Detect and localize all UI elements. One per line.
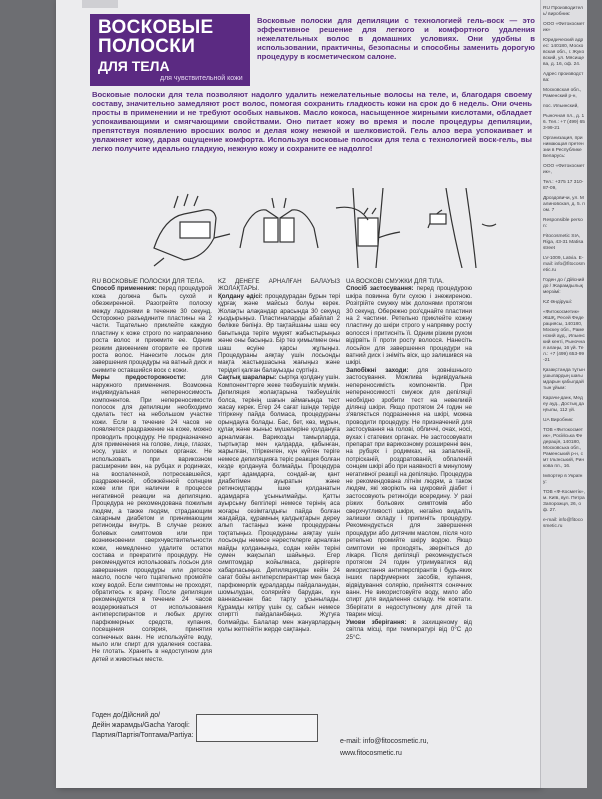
side-text-line: ООО «Фитокосметик» <box>543 22 585 33</box>
ua-title: UA ВОСКОВІ СМУЖКИ ДЛЯ ТІЛА. <box>346 278 444 285</box>
side-text-line: e-mail: info@fitocosmetic.ru <box>543 518 583 529</box>
warming-hands-illustration <box>144 188 234 268</box>
kz-usage-text: процедурадан бұрын тері құрғақ және майсыз болуы керек. Жолақты алақандар арасында 30 секунд қыздырыңыз. Пластиналарды абайлап 2 бөлікке бөліңіз. Әр тақтайшаны шаш өсу бағытында теріге мұқият жабыстырыңыз және оны басыңыз. Бір тез қимылмен оны шаш өсуіне қарсы жұлыңыз. Процедураны аяқтау үшін лосьонды мақта жастықшасына жағыңыз және терідегі қалған балауызды сүртіңіз. <box>218 292 340 374</box>
banner-line1: ВОСКОВЫЕ <box>98 17 214 38</box>
banner-line2: ПОЛОСКИ <box>98 36 196 57</box>
ua-usage-text: перед процедурою шкіра повинна бути сухою і знежиреною. Розігрійте смужку між долонями протягом 30 секунд. Обережно роз'єднайте пластини на 2 частини. Ретельно приклейте кожну пластину до шкіри строго у напрямку росту волосся і притисніть її. Одним різким рухом відірвіть її проти росту волосся. Нанесіть лосьйон для завершення процедури на ватний диск і зніміть віск, що залишився на шкірі. <box>346 285 472 367</box>
side-text-line: Імпортер в Україну: <box>543 474 583 485</box>
kz-title: KZ ДЕНЕГЕ АРНАЛҒАН БАЛАУЫЗ ЖОЛАҚТАРЫ. <box>218 278 340 293</box>
side-text-line: Годен до / Дійсний до / Жарамдылық мерзімі: <box>543 278 585 295</box>
title-banner <box>90 14 250 86</box>
ru-warning-heading: Меры предосторожности: <box>92 374 186 382</box>
expiry-label-2: Дейін жарамды/Gacha Yaroqli: <box>92 722 190 729</box>
side-text-line: Fitocosmetic SIA, Riga, 43-31 Matisa street <box>543 234 584 251</box>
side-text-line: Тел.: +375 17 310-87-09, <box>543 180 584 191</box>
top-flap <box>82 0 118 8</box>
side-text-line: Қазақстанда тұтынушылардың шағымдарын қабылдайтын ұйым: <box>543 368 585 391</box>
side-panel <box>540 0 587 788</box>
package-footer <box>92 712 532 772</box>
side-text-line: Рыночная пл., д. 16. Тел.: +7 (499) 653-99-21 <box>543 114 585 131</box>
website: www.fitocosmetic.ru <box>340 750 402 757</box>
side-text-line: RU Производитель/ виробник: <box>543 6 583 17</box>
ru-usage-text: перед процедурой кожа должна быть сухой и обезжиренной. Разогрейте полоску между ладонями в течение 30 секунд. Осторожно разъедините пластины на 2 части. Тщательно приклейте каждую пластину к коже строго по направлению роста волос и прижмите ее. Одним резким движением оторвите ее против роста волос. Нанесите лосьон для завершения процедуры на ватный диск и снимите оставшийся воск с кожи. <box>92 285 212 374</box>
ua-warning-heading: Запобіжні заходи: <box>346 366 409 374</box>
description-text: Восковые полоски для тела позволяют надолго удалить нежелательные волосы на теле, и, благодаря своему составу, значительно замедляют рост волос, помогая сохранить гладкость кожи на срок до 6 недель. Они очень просты в применении и не требуют особых навыков. Масло кокоса, насыщенное жирными кислотами, обладает успокаивающими и смягчающими свойствами. Оно питает кожу во время и после процедуры депиляции, препятствуя появлению вросших волос и делая кожу нежной и шелковистой. Гель алоэ вера успокаивает и увлажняет кожу, дарая ощущение комфорта. Используя восковые полоски для тела с технологией воск-гель, вы легко получите идеально гладкую, нежную кожу и сохраните ее надолго! <box>92 90 532 153</box>
applying-strip-illustration <box>328 188 418 268</box>
kz-warning-text: сыртқа қолдану үшін. Компоненттерге жеке төзбеушілік мүмкін. Депиляция жолақтарына төзбеушілік болса, терінің шағын аймағында тест жасау керек. Егер 24 сағат ішінде теріде тітіркену пайда болмаса, процедураны орындауға болады. Бас, бет, көз, мұрын, құлақ және жыныс мүшелеріне қолдануға арналмаған. Варикозды тамырларда, тыртықтар мен қалдарда, қабынған, жарылған, тітіркенген, күн күйген теріге немесе депиляцияға теріс реакция болған кезде қолдануға болмайды. Процедура қарт адамдарға, сондай-ақ қант диабетімен ауыратын және ретиноидтарды ішке қолданатын адамдарға ұсынылмайды. Қатты ауырсыну белгілері немесе терінің аса жоғары сезімталдығы пайда болған жағдайда, құрамның қалдықтарын дереу алып тастаңыз және процедураны тоқтатыңыз. Процедураны аяқтау үшін лосьонды немесе нәрестелерге арналған майды қолданыңыз, содан кейін теріні сумен жақсылап шайыңыз. Егер симптомдар жойылмаса, дәрігерге хабарласыңыз. Депиляциядан кейін 24 сағат бойы антиперспиранттар мен басқа парфюмерлік құралдарды пайдаланудан, шомылудан, солярийге барудан, күн ваннасынан бас тарту ұсынылады. Құрамды кетіру үшін су, сабын немесе спиртті пайдаланбаңыз. Жұтуға болмайды. Балалар мен жануарлардың қолы жетпейтін жерде сақтаңыз. <box>218 374 340 634</box>
side-text-line: Responsible person: <box>543 218 583 229</box>
side-text-line: ТОВ «Ф-Косметік», м. Київ, вул. Петра Запорожця, 26, оф. 27. <box>543 490 585 513</box>
expiry-label: Годен до/Дійсний до/ <box>92 712 161 719</box>
side-text-line: LV-1009, Latvia. E-mail: info@fitocosmetic.ru <box>543 256 585 273</box>
kz-warning-heading: Сақтық шаралары: <box>218 374 277 382</box>
side-text-line: Адрес производства: <box>543 72 584 83</box>
side-text-line: ТОВ «Фитокосметик», Російська Федерація, 140180, Московська обл., Раменський р-н, смт Ільїнський, Ринкова пл., 16. <box>543 428 584 469</box>
side-text-line: Организация, принимающая претензии в Республике Беларусь: <box>543 136 584 159</box>
banner-line3: ДЛЯ ТЕЛА <box>98 58 170 74</box>
ua-storage-heading: Умови зберігання: <box>346 618 407 626</box>
ru-warning-text: для наружного применения. Возможна индивидуальная непереносимость компонентов. При непереносимости полосок для депиляции необходимо сделать тест на небольшом участке кожи. Если в течение 24 часов не появляется раздражение на коже, можно проводить процедуру. Не предназначено для применения на голове, лице, глазах, носу, ушах и половых органах. Не использовать при варикозном расширении вен, на рубцах и родинках, на воспаленной, потрескавшейся, раздраженной, обожжённой солнцем коже или при наличии в процессе негативной реакции на депиляцию. Процедура не рекомендована пожилым людям, а также людям, страдающим сахарным диабетом и принимающим ретиноиды внутрь. В случае резких болевых симптомов или при возникновении сверхчувствительности кожи, немедленно удалите остатки состава и прекратите процедуру. Не рекомендуется использовать лосьон для завершения процедуры или детское масло, после чего тщательно промойте кожу водой. Если симптомы не проходят, обратитесь к врачу. После депиляции рекомендуется в течение 24 часов воздерживаться от использования антиперспирантов и любых других парфюмерных средств, купания, посещения солярия, принятия солнечных ванн. Не используйте воду, мыло или спирт для удаления состава. Не глотать. Хранить в недоступном для детей и животных месте. <box>92 374 212 663</box>
separating-strip-illustration <box>234 188 324 268</box>
instruction-illustrations <box>92 188 532 270</box>
side-text-line: Московская обл., Раменский р-н, <box>543 88 582 99</box>
batch-label: Партия/Партія/Топтама/Partiya: <box>92 732 194 739</box>
side-text-line: Юридический адрес: 140180, Московская обл., г. Жуковский, ул. Мясищева, д. 16, оф. 24. <box>543 38 585 67</box>
side-text-line: KZ Өндіруші: <box>543 300 572 305</box>
batch-print-box <box>196 714 318 742</box>
ua-storage-text: в захищеному від світла місці, при температурі від 0°С до 25°С. <box>346 618 472 641</box>
side-text-line: Дроздовичи, ул. Малиновская, д. 5. пом. 7 <box>543 196 585 213</box>
kz-usage-heading: Қолдану әдісі: <box>218 292 263 300</box>
ua-usage-heading: Спосіб застосування: <box>346 285 414 293</box>
contact-email: e-mail: info@fitocosmetic.ru, <box>340 738 429 745</box>
ru-usage-heading: Способ применения: <box>92 285 157 293</box>
side-panel-text <box>543 6 585 776</box>
side-text-line: ООО «Фитокосметик», <box>543 164 585 175</box>
ru-instructions <box>92 278 212 708</box>
ua-warning-text: для зовнішнього застосування. Можлива індивідуальна непереносимість компонентів. При непереносимості смужок для депіляції необхідно зробити тест на невеликій ділянці шкіри. Якщо протягом 24 годин не з'являється подразнення на шкірі, можна проводити процедуру. Не призначений для застосування на голові, обличчі, очах, носі, вухах і статевих органах. Не застосовувати препарат при варикозному розширенні вен, на рубцях і родимках, на запаленій, потрісканій, роздратованій, обпаленій сонцем шкірі або при наявності в минулому негативної реакції на депіляцію. Процедура не рекомендована літнім людям, а також людям, які хворіють на цукровий діабет і застосовують ретиноїди всередину. У разі різких больових симптомів або сверхчутливості шкіри, негайно видаліть залишки складу і припиніть процедуру. Рекомендується для завершення процедури або дитячим маслом, після чого ретельно промийте шкіру водою. Якщо симптоми не проходять, зверніться до лікаря. Після депіляції рекомендується протягом 24 годин утримуватися від використання антиперспірантів і будь-яких інших парфумерних засобів, купання, відвідування солярію, прийняття сонячних ванн. Не використовуйте воду, мило або спирт для видалення складу. Не ковтати. Зберігати в недоступному для дітей та тварин місці. <box>346 366 472 619</box>
kz-instructions <box>218 278 340 708</box>
ru-title: RU ВОСКОВЫЕ ПОЛОСКИ ДЛЯ ТЕЛА. <box>92 278 205 285</box>
side-text-line: UA Виробник: <box>543 418 574 423</box>
side-text-line: пос. Ильинский, <box>543 104 579 109</box>
ua-instructions <box>346 278 472 708</box>
intro-text: Восковые полоски для депиляции с технологией гель-воск — это эффективное решение для легкого и комфортного удаления нежелательных волос в домашних условиях. Они удобны в использовании, практичны, безопасны и способны заменить дорогую процедуру в косметическом салоне. <box>257 16 535 61</box>
side-text-line: «Фитокосметик» ЖШҚ, Ресей Федерациясы, 140180, Мәскеу обл., Раменский ауд., Ильинский кенті, Рыночная алаңы, 16 үй. Тел.: +7 (499) 653-99-21 <box>543 310 585 363</box>
removing-strip-illustration <box>422 188 512 268</box>
side-text-line: Карачи-данк, Медеу ауд., Достық даңғылы, 112 үй. <box>543 396 584 413</box>
banner-subtitle: для чувствительной кожи <box>160 75 243 82</box>
